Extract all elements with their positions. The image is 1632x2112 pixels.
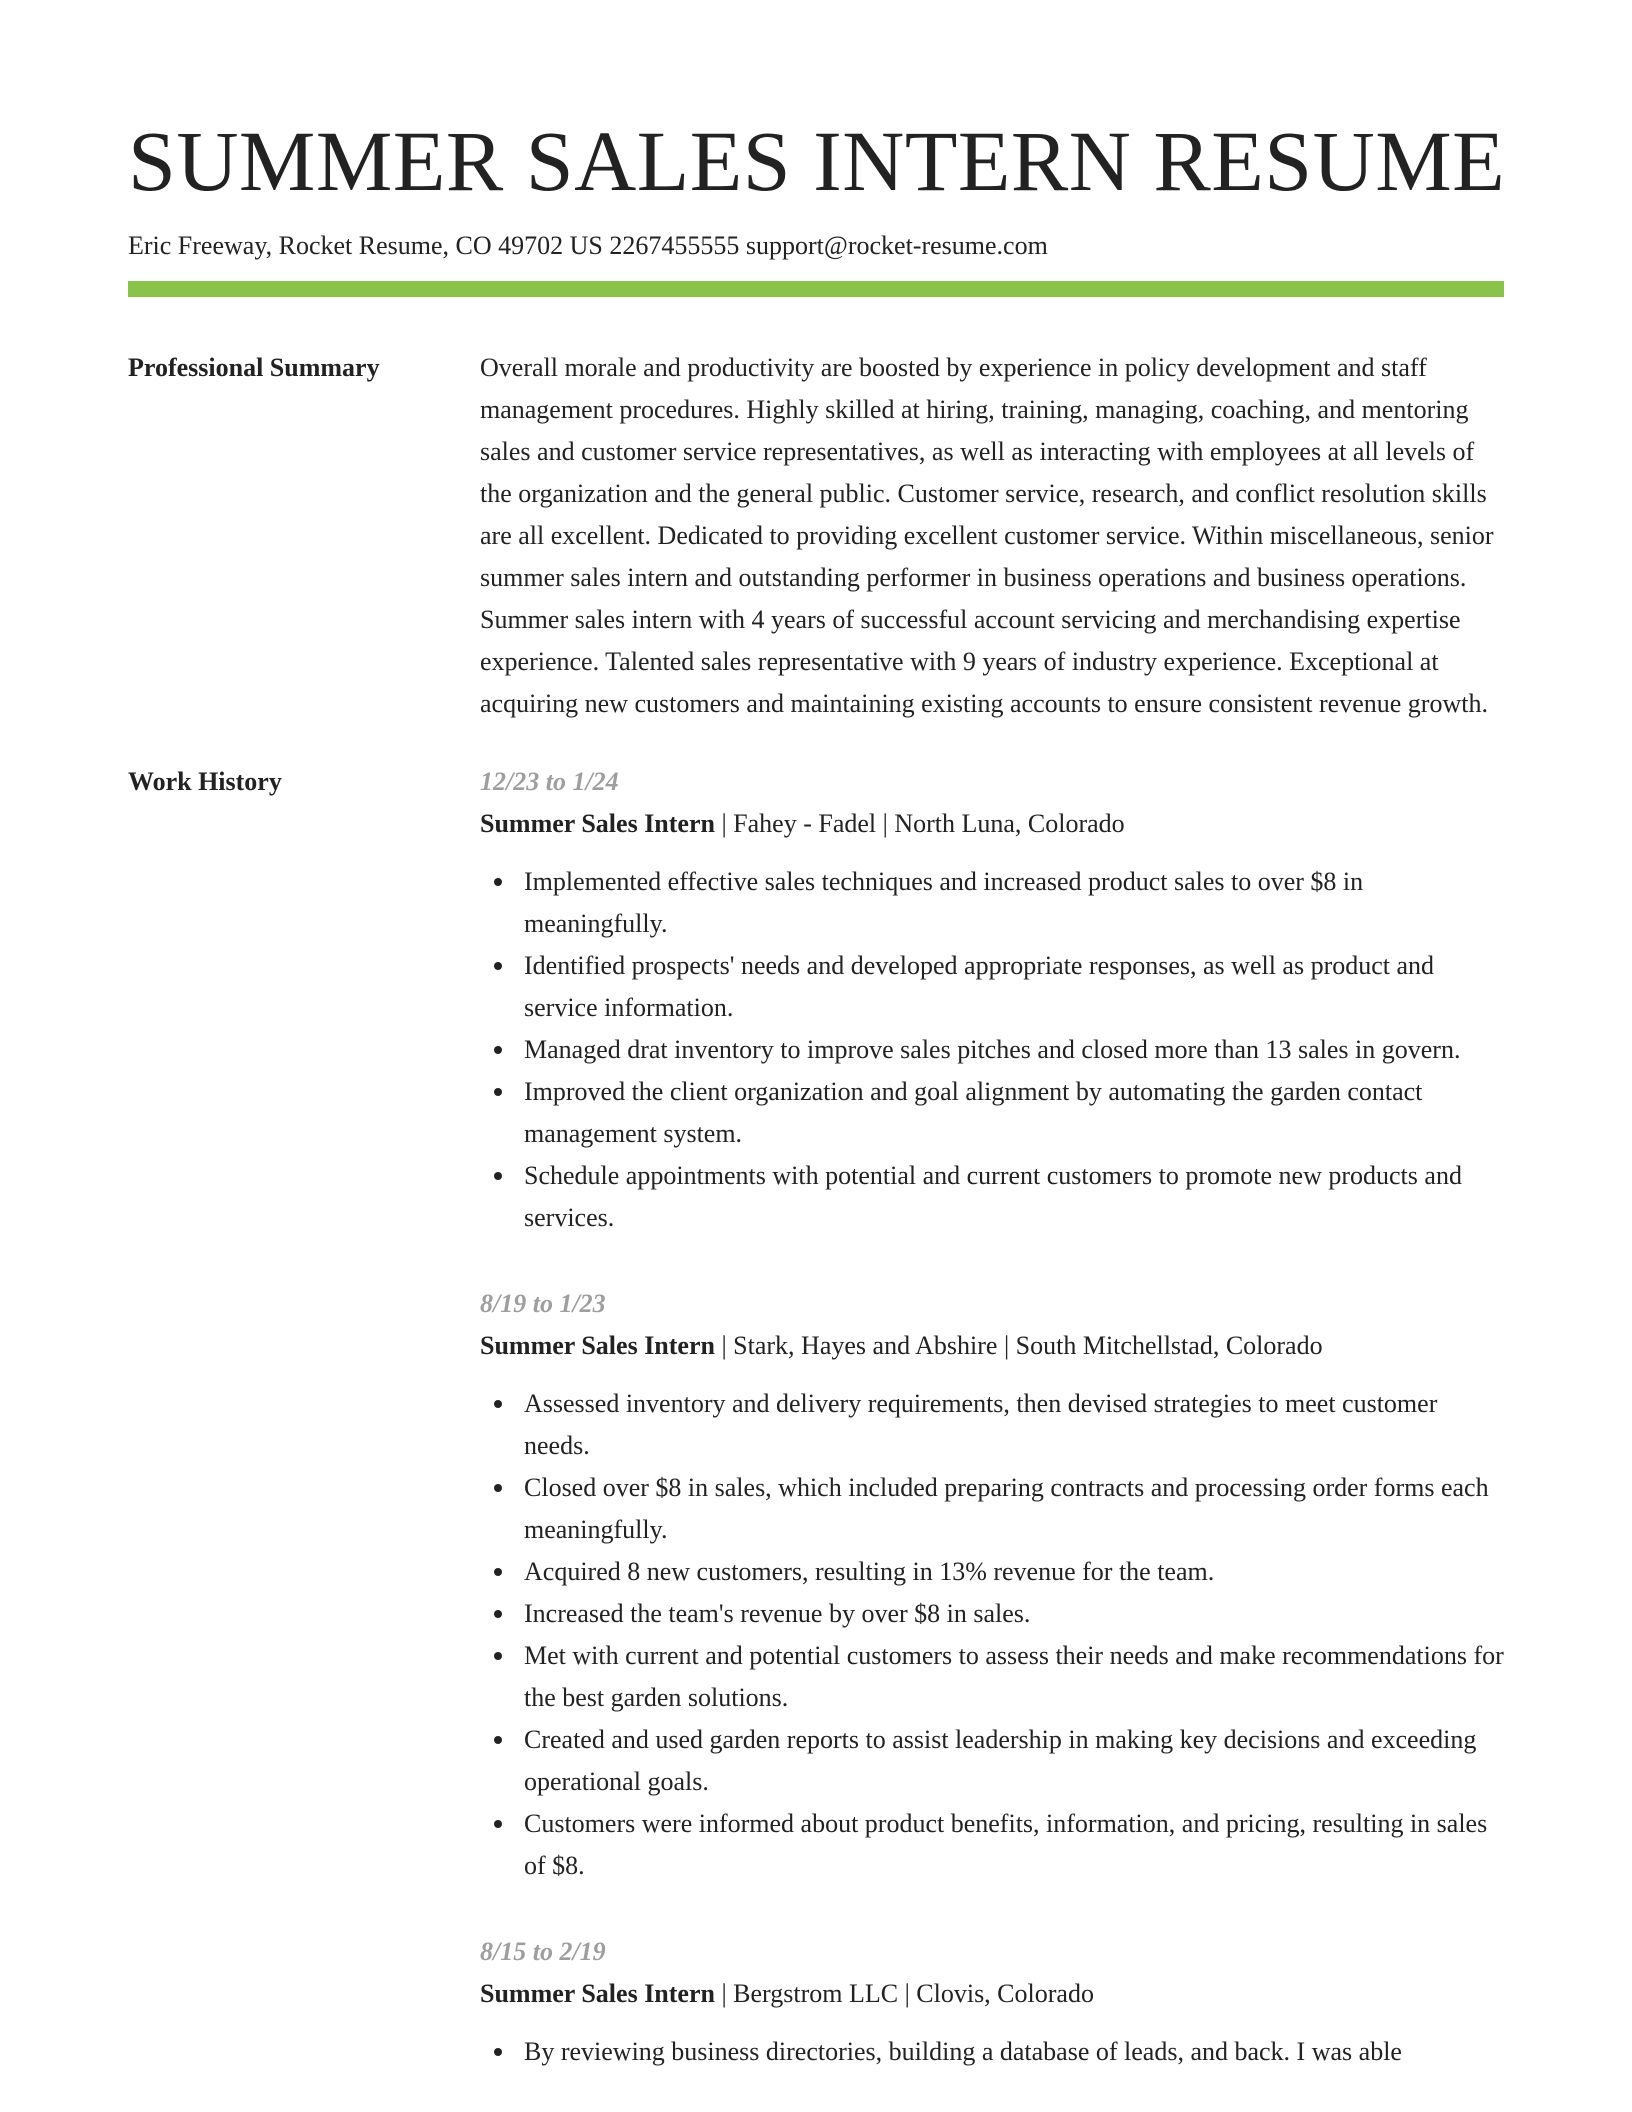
job-dates: 8/19 to 1/23 [480, 1289, 606, 1319]
bullet-dot-icon [494, 1400, 502, 1408]
bullet-dot-icon [494, 1088, 502, 1096]
job-bullet [480, 1551, 1504, 1593]
bullet-dot-icon [494, 1736, 502, 1744]
job-bullet-text: Met with current and potential customers to assess their needs and make recommendations for the best garden solutions. [524, 1641, 1504, 1713]
bullet-dot-icon [494, 1568, 502, 1576]
job-bullet [480, 1593, 1504, 1635]
bullet-dot-icon [494, 1484, 502, 1492]
job-bullet-text: Managed drat inventory to improve sales pitches and closed more than 13 sales in govern. [524, 1035, 1461, 1065]
resume-title: SUMMER SALES INTERN RESUME [128, 113, 1506, 209]
job-title: Summer Sales Intern [480, 1331, 715, 1361]
job-bullet-list [480, 2031, 1504, 2073]
job-bullet [480, 1467, 1504, 1551]
job-bullet [480, 1719, 1504, 1803]
job-bullet-list [480, 1383, 1504, 1887]
job-bullet [480, 1383, 1504, 1467]
job-bullet [480, 1071, 1504, 1155]
bullet-dot-icon [494, 1610, 502, 1618]
job-bullet [480, 1635, 1504, 1719]
job-bullet-text: By reviewing business directories, building a database of leads, and back. I was able [524, 2037, 1402, 2067]
accent-divider [128, 281, 1504, 297]
job-dates: 12/23 to 1/24 [480, 767, 619, 797]
summary-section [128, 347, 1504, 725]
job-bullet [480, 2031, 1504, 2073]
job-bullet-text: Closed over $8 in sales, which included preparing contracts and processing order forms each meaningfully. [524, 1473, 1489, 1545]
job-bullet [480, 1155, 1504, 1239]
job-bullet [480, 945, 1504, 1029]
bullet-dot-icon [494, 1820, 502, 1828]
job-entry [480, 1931, 1504, 2073]
job-entry [480, 1283, 1504, 1887]
job-dates: 8/15 to 2/19 [480, 1937, 606, 1967]
job-title: Summer Sales Intern [480, 809, 715, 839]
work-history-section [128, 761, 1504, 2073]
job-heading [480, 803, 1504, 845]
resume-page [128, 113, 1506, 2073]
job-bullet-text: Increased the team's revenue by over $8 in sales. [524, 1599, 1031, 1629]
contact-info: Eric Freeway, Rocket Resume, CO 49702 US 2267455555 support@rocket-resume.com [128, 231, 1048, 260]
job-bullet [480, 1029, 1504, 1071]
job-bullet-text: Acquired 8 new customers, resulting in 13% revenue for the team. [524, 1557, 1215, 1587]
job-heading [480, 1973, 1504, 2015]
job-bullet [480, 1803, 1504, 1887]
job-entry [480, 761, 1504, 1239]
job-bullet-text: Implemented effective sales techniques and increased product sales to over $8 in meaningfully. [524, 867, 1364, 939]
job-bullet-text: Identified prospects' needs and developed appropriate responses, as well as product and service information. [524, 951, 1435, 1023]
job-company-location: | Bergstrom LLC | Clovis, Colorado [714, 1979, 1094, 2009]
job-bullet-list [480, 861, 1504, 1239]
bullet-dot-icon [494, 878, 502, 886]
work-history-label: Work History [128, 767, 282, 797]
job-bullet-text: Improved the client organization and goal alignment by automating the garden contact management system. [524, 1077, 1423, 1149]
summary-text: Overall morale and productivity are boosted by experience in policy development and staff management procedures. Highly skilled at hiring, training, managing, coaching, and mentoring sales and customer service representatives, as well as interacting with employees at all levels of the organization and the general public. Customer service, research, and conflict resolution skills are all excellent. Dedicated to providing excellent customer service. Within miscellaneous, senior summer sales intern and outstanding performer in business operations and business operations. Summer sales intern with 4 years of successful account servicing and merchandising expertise experience. Talented sales representative with 9 years of industry experience. Exceptional at acquiring new customers and maintaining existing accounts to ensure consistent revenue growth. [480, 353, 1494, 719]
summary-label: Professional Summary [128, 353, 380, 383]
bullet-dot-icon [494, 1652, 502, 1660]
job-bullet-text: Created and used garden reports to assist leadership in making key decisions and exceeding operational goals. [524, 1725, 1477, 1797]
job-bullet-text: Customers were informed about product benefits, information, and pricing, resulting in sales of $8. [524, 1809, 1488, 1881]
job-bullet-text: Assessed inventory and delivery requirements, then devised strategies to meet customer needs. [524, 1389, 1438, 1461]
job-company-location: | Fahey - Fadel | North Luna, Colorado [714, 809, 1125, 839]
bullet-dot-icon [494, 962, 502, 970]
job-bullet [480, 861, 1504, 945]
job-bullet-text: Schedule appointments with potential and current customers to promote new products and services. [524, 1161, 1462, 1233]
job-heading [480, 1325, 1504, 1367]
bullet-dot-icon [494, 1172, 502, 1180]
job-list [480, 761, 1504, 2073]
job-company-location: | Stark, Hayes and Abshire | South Mitchellstad, Colorado [714, 1331, 1323, 1361]
bullet-dot-icon [494, 2048, 502, 2056]
job-title: Summer Sales Intern [480, 1979, 715, 2009]
bullet-dot-icon [494, 1046, 502, 1054]
